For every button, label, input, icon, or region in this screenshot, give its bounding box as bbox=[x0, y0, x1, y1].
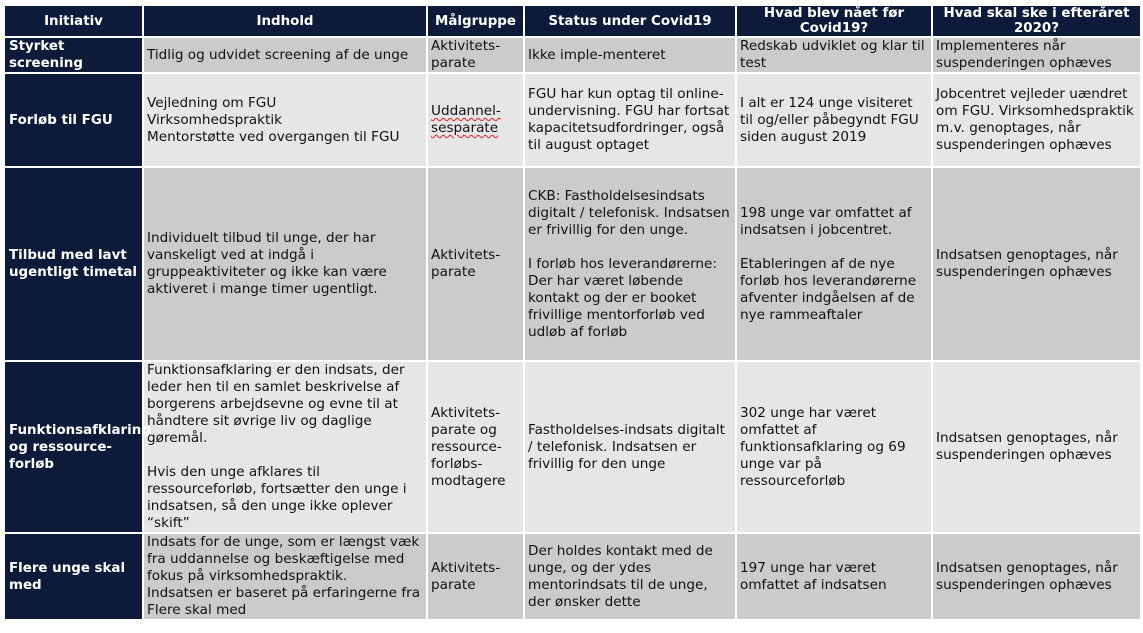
cell-text: Der holdes kontakt med de unge, og der ydes mentorindsats til de unge, der ønsker dette bbox=[528, 542, 713, 610]
cell-text: Funktionsafklaring er den indsats, der leder hen til en samlet beskrivelse af borgerens arbejdsevne og evne til at håndtere sit øvrige liv og daglige gøremål. bbox=[147, 362, 405, 446]
cell-text: forløbs- bbox=[431, 455, 483, 472]
table-row bbox=[4, 73, 1141, 167]
cell-text: Aktivitets- bbox=[431, 559, 501, 576]
cell-indhold bbox=[143, 361, 427, 533]
cell-text: 197 unge har været omfattet af indsatsen bbox=[740, 559, 887, 593]
table-row bbox=[4, 361, 1141, 533]
header-initiativ: Initiativ bbox=[4, 5, 143, 37]
cell-efteraar bbox=[932, 73, 1141, 167]
cell-indhold bbox=[143, 167, 427, 361]
cell-efteraar bbox=[932, 37, 1141, 73]
cell-maalgruppe bbox=[427, 533, 524, 620]
initiatives-table bbox=[3, 4, 1142, 621]
cell-indhold bbox=[143, 73, 427, 167]
cell-text: FGU har kun optag til online-undervisning. FGU har fortsat kapacitetsudfordringer, også til august optaget bbox=[528, 86, 730, 153]
cell-text: Mentorstøtte ved overgangen til FGU bbox=[147, 128, 400, 145]
cell-initiativ: Styrket screening bbox=[4, 37, 143, 73]
cell-text: Aktivitets- bbox=[431, 404, 501, 421]
cell-text: Indsatsen er baseret på erfaringerne fra Flere skal med bbox=[147, 585, 421, 618]
cell-maalgruppe bbox=[427, 37, 524, 73]
cell-naaet bbox=[736, 37, 932, 73]
cell-text: Individuelt tilbud til unge, der har vanskeligt ved at indgå i gruppeaktiviteter og ikke kan være aktiveret i mange timer ugentligt. bbox=[147, 230, 387, 297]
cell-text: Virksomhedspraktik bbox=[147, 111, 282, 128]
cell-text: Vejledning om FGU bbox=[147, 94, 277, 111]
cell-indhold bbox=[143, 533, 427, 620]
cell-status bbox=[524, 167, 736, 361]
cell-maalgruppe bbox=[427, 361, 524, 533]
cell-initiativ: Tilbud med lavt ugentligt timetal bbox=[4, 167, 143, 361]
cell-naaet bbox=[736, 533, 932, 620]
table-row bbox=[4, 37, 1141, 73]
cell-text: I alt er 124 unge visiteret til og/eller påbegyndt FGU siden august 2019 bbox=[740, 94, 919, 145]
cell-text: Indsatsen genoptages, når suspenderingen ophæves bbox=[936, 559, 1118, 593]
cell-efteraar bbox=[932, 167, 1141, 361]
cell-text: ressource- bbox=[431, 438, 502, 455]
header-maalgruppe: Målgruppe bbox=[427, 5, 524, 37]
cell-text: parate og bbox=[431, 421, 497, 438]
cell-text: Fastholdelses-indsats digitalt / telefonisk. Indsatsen er frivillig for den unge bbox=[528, 421, 725, 472]
header-row bbox=[4, 5, 1141, 37]
cell-text: Redskab udviklet og klar til test bbox=[740, 38, 925, 71]
cell-text: Hvis den unge afklares til ressourceforløb, fortsætter den unge i indsatsen, så den unge ikke oplever “skift” bbox=[147, 464, 407, 531]
cell-text: Indsatsen genoptages, når suspenderingen ophæves bbox=[936, 430, 1118, 463]
cell-initiativ: Flere unge skal med bbox=[4, 533, 143, 620]
cell-naaet bbox=[736, 361, 932, 533]
cell-status bbox=[524, 361, 736, 533]
cell-text: Jobcentret vejleder uændret om FGU. Virksomhedspraktik m.v. genoptages, når suspenderingen ophæves bbox=[936, 86, 1134, 153]
cell-text: Aktivitets- bbox=[431, 247, 501, 263]
table-row bbox=[4, 167, 1141, 361]
cell-maalgruppe bbox=[427, 167, 524, 361]
cell-efteraar bbox=[932, 361, 1141, 533]
cell-text: sesparate bbox=[431, 120, 499, 136]
cell-maalgruppe bbox=[427, 73, 524, 167]
cell-indhold bbox=[143, 37, 427, 73]
cell-text: Uddannel- bbox=[431, 103, 501, 119]
cell-text: Tidlig og udvidet screening af de unge bbox=[147, 46, 409, 63]
cell-efteraar bbox=[932, 533, 1141, 620]
cell-status bbox=[524, 73, 736, 167]
cell-status bbox=[524, 37, 736, 73]
header-naaet: Hvad blev nået før Covid19? bbox=[736, 5, 932, 37]
header-efteraar: Hvad skal ske i efteråret 2020? bbox=[932, 5, 1141, 37]
cell-initiativ: Forløb til FGU bbox=[4, 73, 143, 167]
cell-status bbox=[524, 533, 736, 620]
cell-text: 302 unge har været omfattet af funktionsafklaring og 69 unge var på ressourceforløb bbox=[740, 404, 906, 489]
cell-text: 198 unge var omfattet af indsatsen i jobcentret. bbox=[740, 204, 912, 238]
cell-text: parate bbox=[431, 264, 476, 280]
cell-text: Etableringen af de nye forløb hos leverandørerne afventer indgåelsen af de nye rammeaftaler bbox=[740, 255, 917, 323]
header-indhold: Indhold bbox=[143, 5, 427, 37]
cell-initiativ: Funktionsafklaring og ressource-forløb bbox=[4, 361, 143, 533]
cell-text: modtagere bbox=[431, 472, 506, 489]
cell-text: parate bbox=[431, 55, 476, 71]
cell-text: Implementeres når suspenderingen ophæves bbox=[936, 38, 1112, 71]
cell-text: I forløb hos leverandørerne: Der har været løbende kontakt og der er booket frivillige mentorforløb ved udløb af forløb bbox=[528, 255, 717, 340]
cell-text: parate bbox=[431, 576, 476, 593]
cell-naaet bbox=[736, 167, 932, 361]
cell-text: Indsats for de unge, som er længst væk fra uddannelse og beskæftigelse med fokus på virksomhedspraktik. bbox=[147, 534, 420, 584]
header-status: Status under Covid19 bbox=[524, 5, 736, 37]
table-row bbox=[4, 533, 1141, 620]
cell-text: CKB: Fastholdelsesindsats digitalt / telefonisk. Indsatsen er frivillig for den unge. bbox=[528, 187, 730, 238]
cell-text: Indsatsen genoptages, når suspenderingen ophæves bbox=[936, 247, 1118, 280]
cell-naaet bbox=[736, 73, 932, 167]
cell-text: Ikke imple-menteret bbox=[528, 46, 666, 63]
cell-text: Aktivitets- bbox=[431, 38, 501, 54]
